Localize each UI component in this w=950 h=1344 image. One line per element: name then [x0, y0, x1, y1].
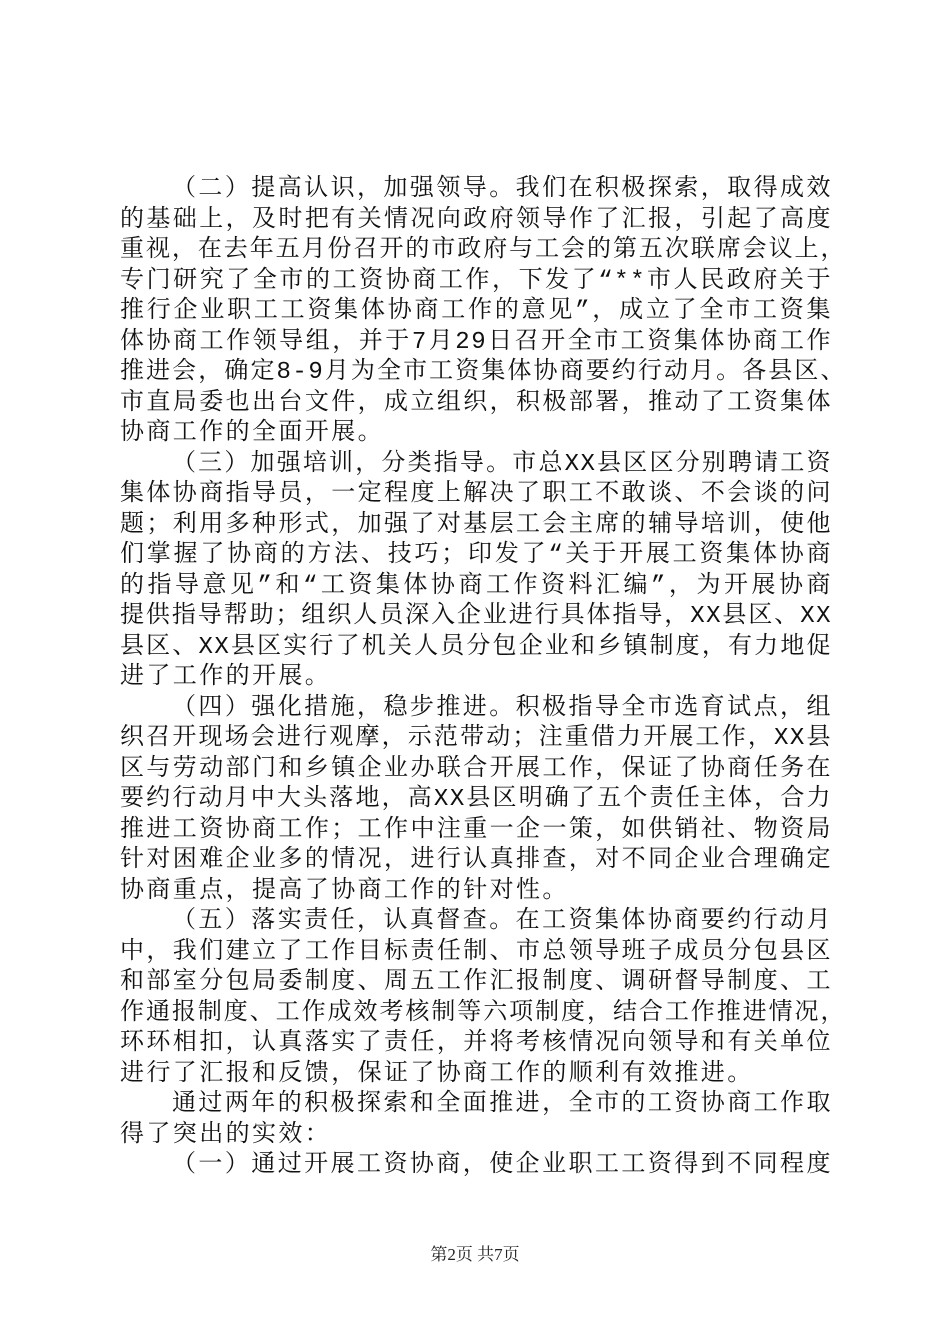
- paragraph-result-one: [120, 1151, 860, 1182]
- text-line: 进了工作的开展。: [120, 664, 332, 691]
- text-line: （五）落实责任，认真督查。在工资集体协商要约行动月: [172, 908, 832, 935]
- text-line: 协商工作的全面开展。: [120, 420, 384, 447]
- text-line: 作通报制度、工作成效考核制等六项制度，结合工作推进情况，: [120, 999, 846, 1027]
- paragraph-leadership: [120, 175, 860, 450]
- text-line: 和部室分包局委制度、周五工作汇报制度、调研督导制度、工: [120, 969, 832, 996]
- text-line: 体协商工作领导组，并于7月29日召开全市工资集体协商工作: [120, 328, 832, 356]
- text-line: 专门研究了全市的工资协商工作，下发了“**市人民政府关于: [120, 267, 832, 295]
- text-line: 要约行动月中大头落地，高XX县区明确了五个责任主体，合力: [120, 786, 832, 813]
- text-line: 集体协商指导员，一定程度上解决了职工不敢谈、不会谈的问: [120, 481, 832, 508]
- text-line: 区与劳动部门和乡镇企业办联合开展工作，保证了协商任务在: [120, 755, 832, 783]
- text-line: 织召开现场会进行观摩，示范带动；注重借力开展工作，XX县: [120, 725, 832, 752]
- paragraph-results-intro: [120, 1090, 860, 1151]
- text-line: 市直局委也出台文件，成立组织，积极部署，推动了工资集体: [120, 389, 832, 417]
- text-line: 通过两年的积极探索和全面推进，全市的工资协商工作取: [172, 1091, 832, 1118]
- text-line: （四）强化措施，稳步推进。积极指导全市选育试点，组: [172, 694, 832, 722]
- text-line: 协商重点，提高了协商工作的针对性。: [120, 877, 569, 905]
- body-text: [120, 175, 860, 1182]
- text-line: 提供指导帮助；组织人员深入企业进行具体指导，XX县区、XX: [120, 603, 832, 630]
- text-line: （二）提高认识，加强领导。我们在积极探索，取得成效: [172, 176, 832, 203]
- text-line: 推进会，确定8-9月为全市工资集体协商要约行动月。各县区、: [120, 359, 846, 386]
- text-line: 题；利用多种形式，加强了对基层工会主席的辅导培训，使他: [120, 511, 832, 539]
- text-line: 得了突出的实效：: [120, 1121, 332, 1149]
- page-indicator: 第2页 共7页: [430, 1245, 520, 1264]
- text-line: 的指导意见”和“工资集体协商工作资料汇编”，为开展协商: [120, 572, 832, 600]
- text-line: 进行了汇报和反馈，保证了协商工作的顺利有效推进。: [120, 1060, 754, 1088]
- paragraph-training: [120, 450, 860, 694]
- paragraph-measures: [120, 694, 860, 908]
- text-line: 中，我们建立了工作目标责任制、市总领导班子成员分包县区: [120, 938, 832, 966]
- text-line: 的基础上，及时把有关情况向政府领导作了汇报，引起了高度: [120, 206, 832, 234]
- text-line: 针对困难企业多的情况，进行认真排查，对不同企业合理确定: [120, 847, 832, 874]
- text-line: （三）加强培训，分类指导。市总XX县区区分别聘请工资: [172, 450, 832, 478]
- paragraph-responsibility: [120, 907, 860, 1090]
- text-line: 们掌握了协商的方法、技巧；印发了“关于开展工资集体协商: [120, 542, 832, 569]
- text-line: 环环相扣，认真落实了责任，并将考核情况向领导和有关单位: [120, 1030, 832, 1057]
- text-line: 县区、XX县区实行了机关人员分包企业和乡镇制度，有力地促: [120, 633, 832, 661]
- text-line: 推行企业职工工资集体协商工作的意见”，成立了全市工资集: [120, 298, 832, 325]
- text-line: 推进工资协商工作；工作中注重一企一策，如供销社、物资局: [120, 816, 832, 844]
- text-line: （一）通过开展工资协商，使企业职工工资得到不同程度: [172, 1152, 832, 1179]
- text-line: 重视，在去年五月份召开的市政府与工会的第五次联席会议上，: [120, 237, 846, 264]
